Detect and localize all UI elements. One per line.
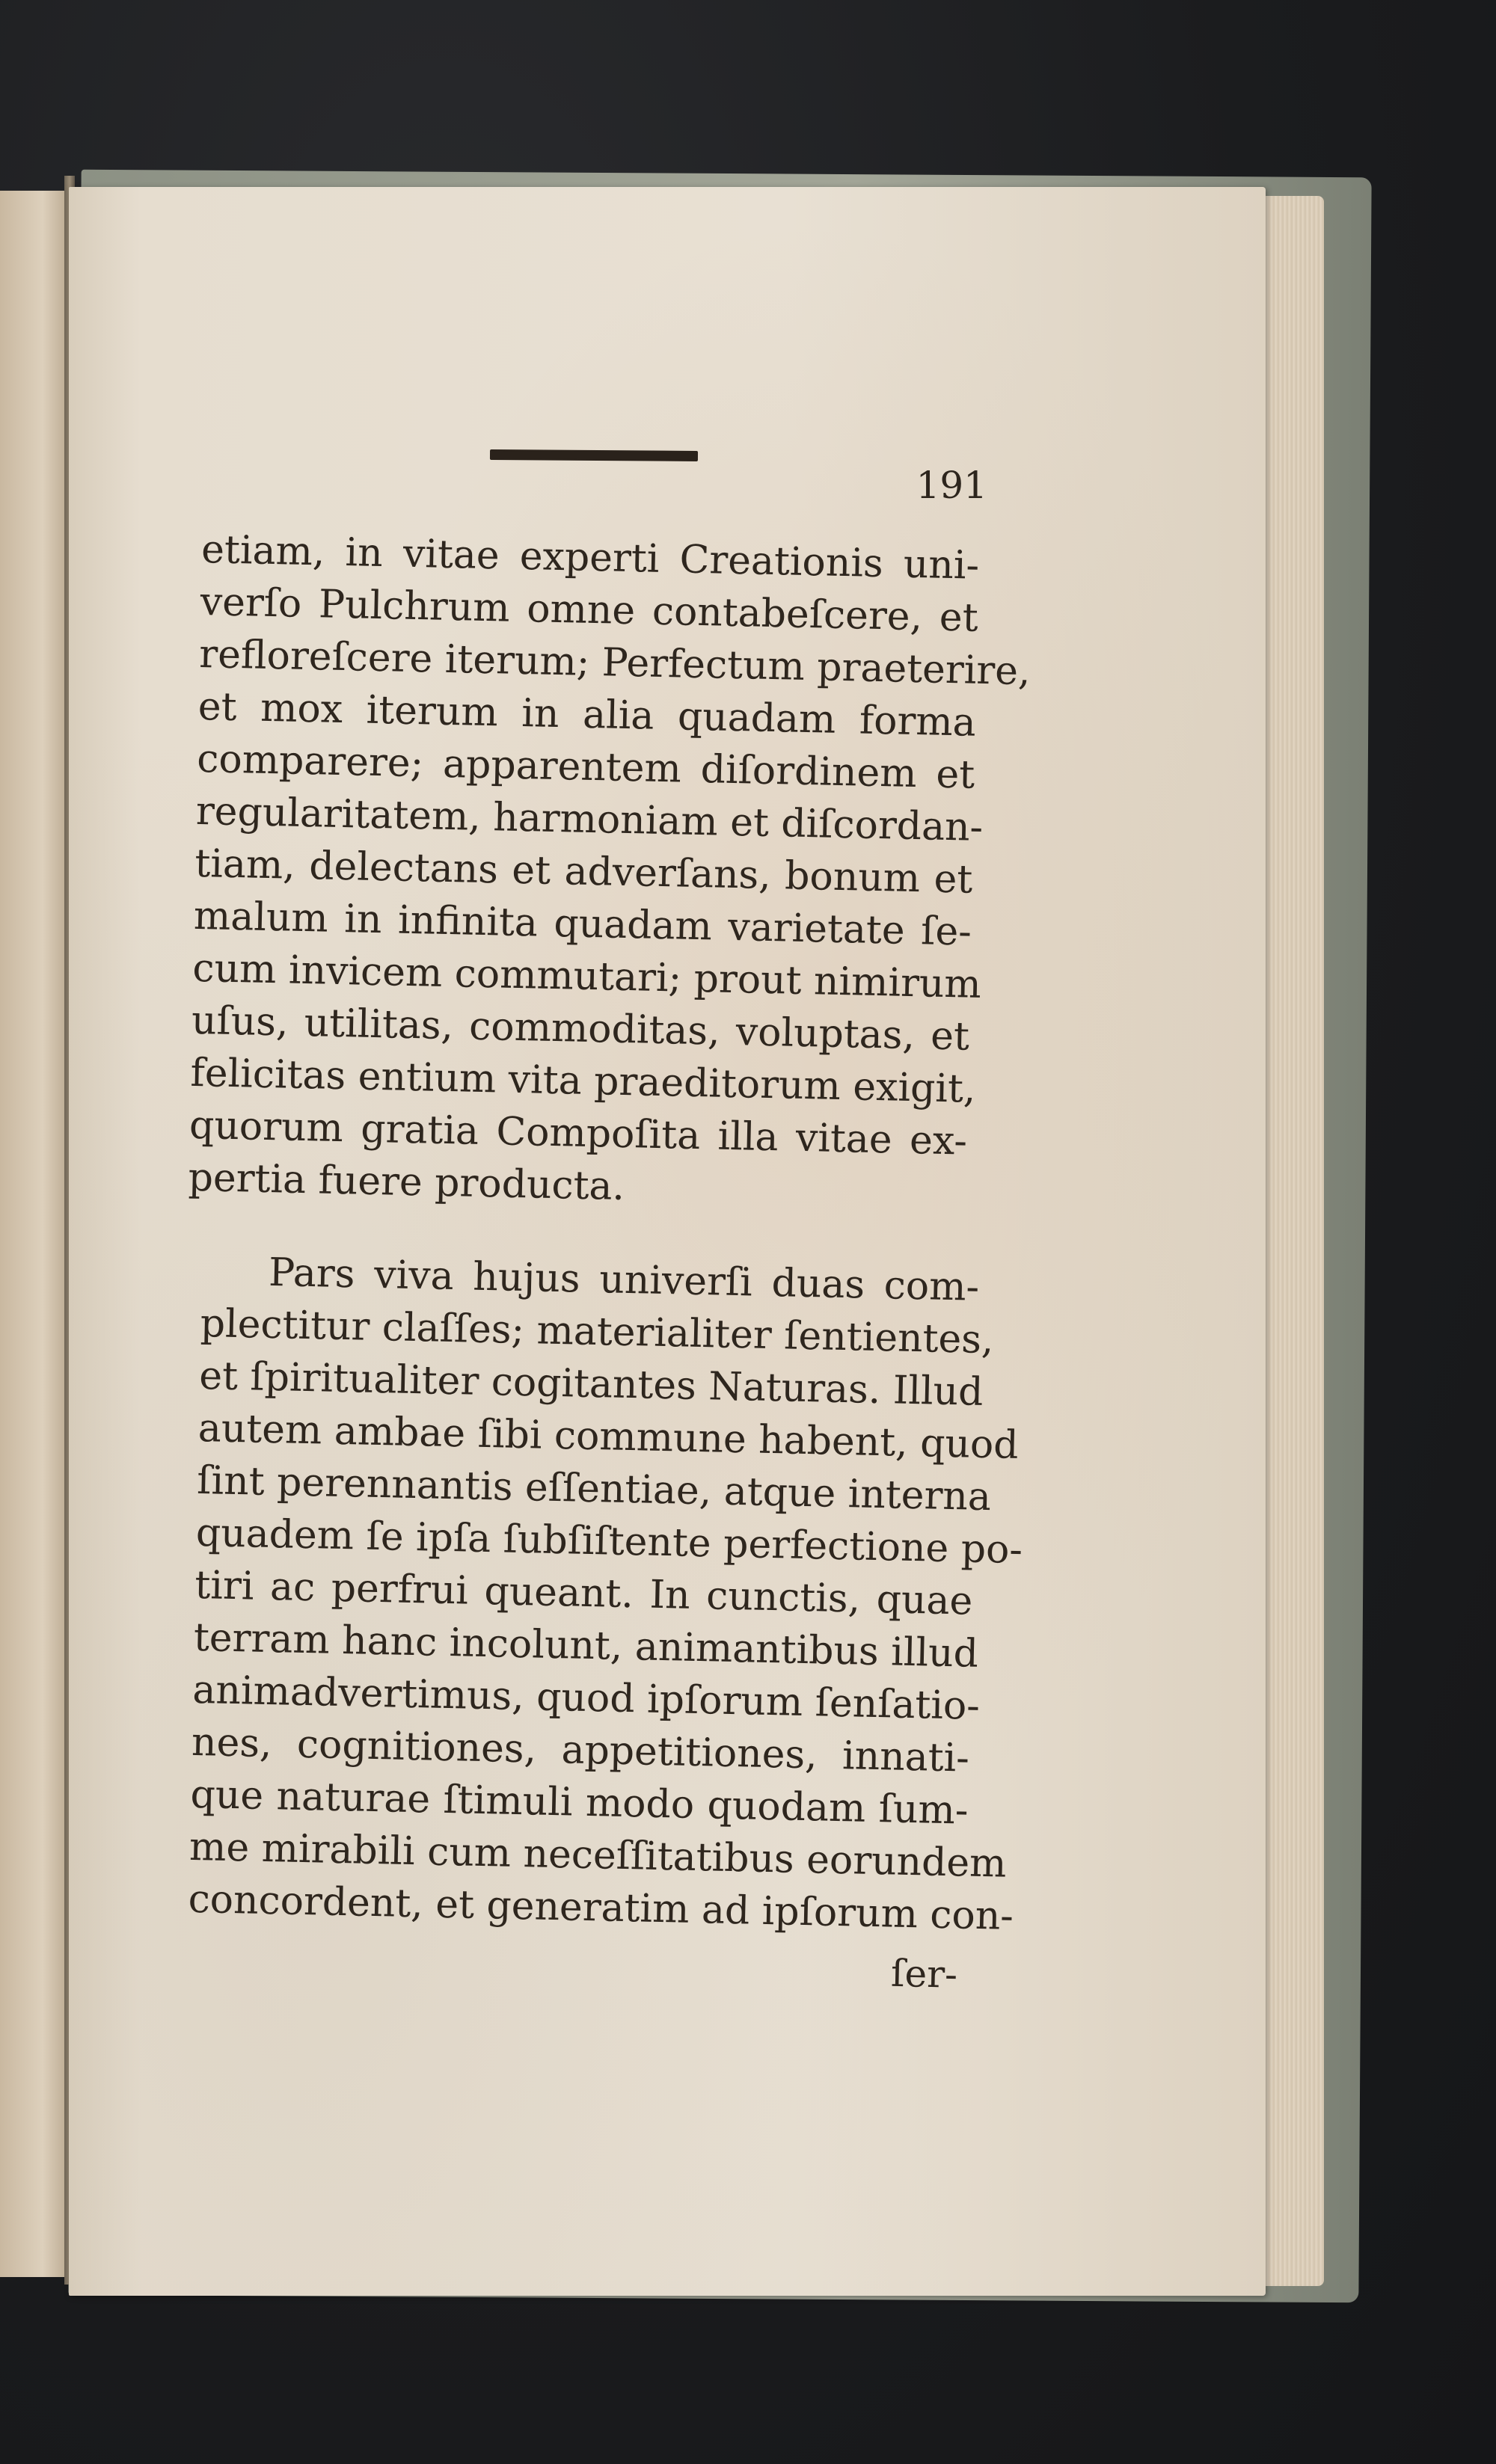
text-line: malum in infinita quadam varietate ſe- [193, 893, 972, 955]
text-line: uſus, utilitas, commoditas, voluptas, et [191, 998, 970, 1060]
text-line: me mirabili cum neceſſitatibus eorundem [188, 1824, 1008, 1887]
text-line: autem ambae ſibi commune habent, quod [197, 1405, 1020, 1468]
page-number: 191 [916, 464, 987, 507]
text-line: verſo Pulchrum omne contabeſcere, et [200, 579, 979, 641]
paragraph-1 [188, 523, 1031, 1220]
text-line: quorum gratia Compoſita illa vitae ex- [188, 1102, 968, 1164]
text-line: quadem ſe ipſa ſubſiſtente perfectione po- [195, 1510, 1023, 1573]
text-line: cum invicem commutari; prout nimirum [191, 945, 982, 1007]
text-line: et mox iterum in alia quadam forma [197, 683, 977, 746]
text-line: comparere; apparentem diſordinem et [196, 736, 975, 798]
text-line: animadvertimus, quod ipſorum ſenſatio- [191, 1667, 981, 1729]
left-page-edge [0, 191, 71, 2277]
text-line: concordent, et generatim ad ipſorum con- [188, 1876, 1014, 1939]
text-line: tiri ac perfrui queant. In cunctis, quae [194, 1562, 973, 1624]
text-line: regularitatem, harmoniam et diſcordan- [195, 788, 984, 850]
text-line: tiam, delectans et adverſans, bonum et [194, 841, 973, 903]
text-line: nes, cognitiones, appetitiones, innati- [191, 1719, 970, 1781]
header-rule [490, 449, 698, 461]
text-line: etiam, in vitae experti Creationis uni- [200, 526, 980, 589]
text-line: refloreſcere iterum; Perfectum praeterire, [198, 631, 1031, 695]
text-line: terram hanc incolunt, animantibus illud [193, 1614, 979, 1677]
catchword: ſer- [890, 1951, 958, 1997]
text-line: et ſpiritualiter cogitantes Naturas. Illud [198, 1353, 984, 1415]
text-line: Pars viva hujus univerſi duas com- [268, 1250, 980, 1310]
book-page [69, 187, 1266, 2296]
text-line: plectitur claſſes; materialiter ſentientes, [200, 1300, 995, 1363]
text-line: ſint perennantis eſſentiae, atque interna [196, 1457, 992, 1520]
text-line: felicitas entium vita praeditorum exigit, [189, 1050, 977, 1112]
text-line: que naturae ſtimuli modo quodam ſum- [189, 1772, 969, 1834]
text-line: pertia fuere producta. [188, 1155, 625, 1210]
paragraph-2 [188, 1245, 1023, 1942]
